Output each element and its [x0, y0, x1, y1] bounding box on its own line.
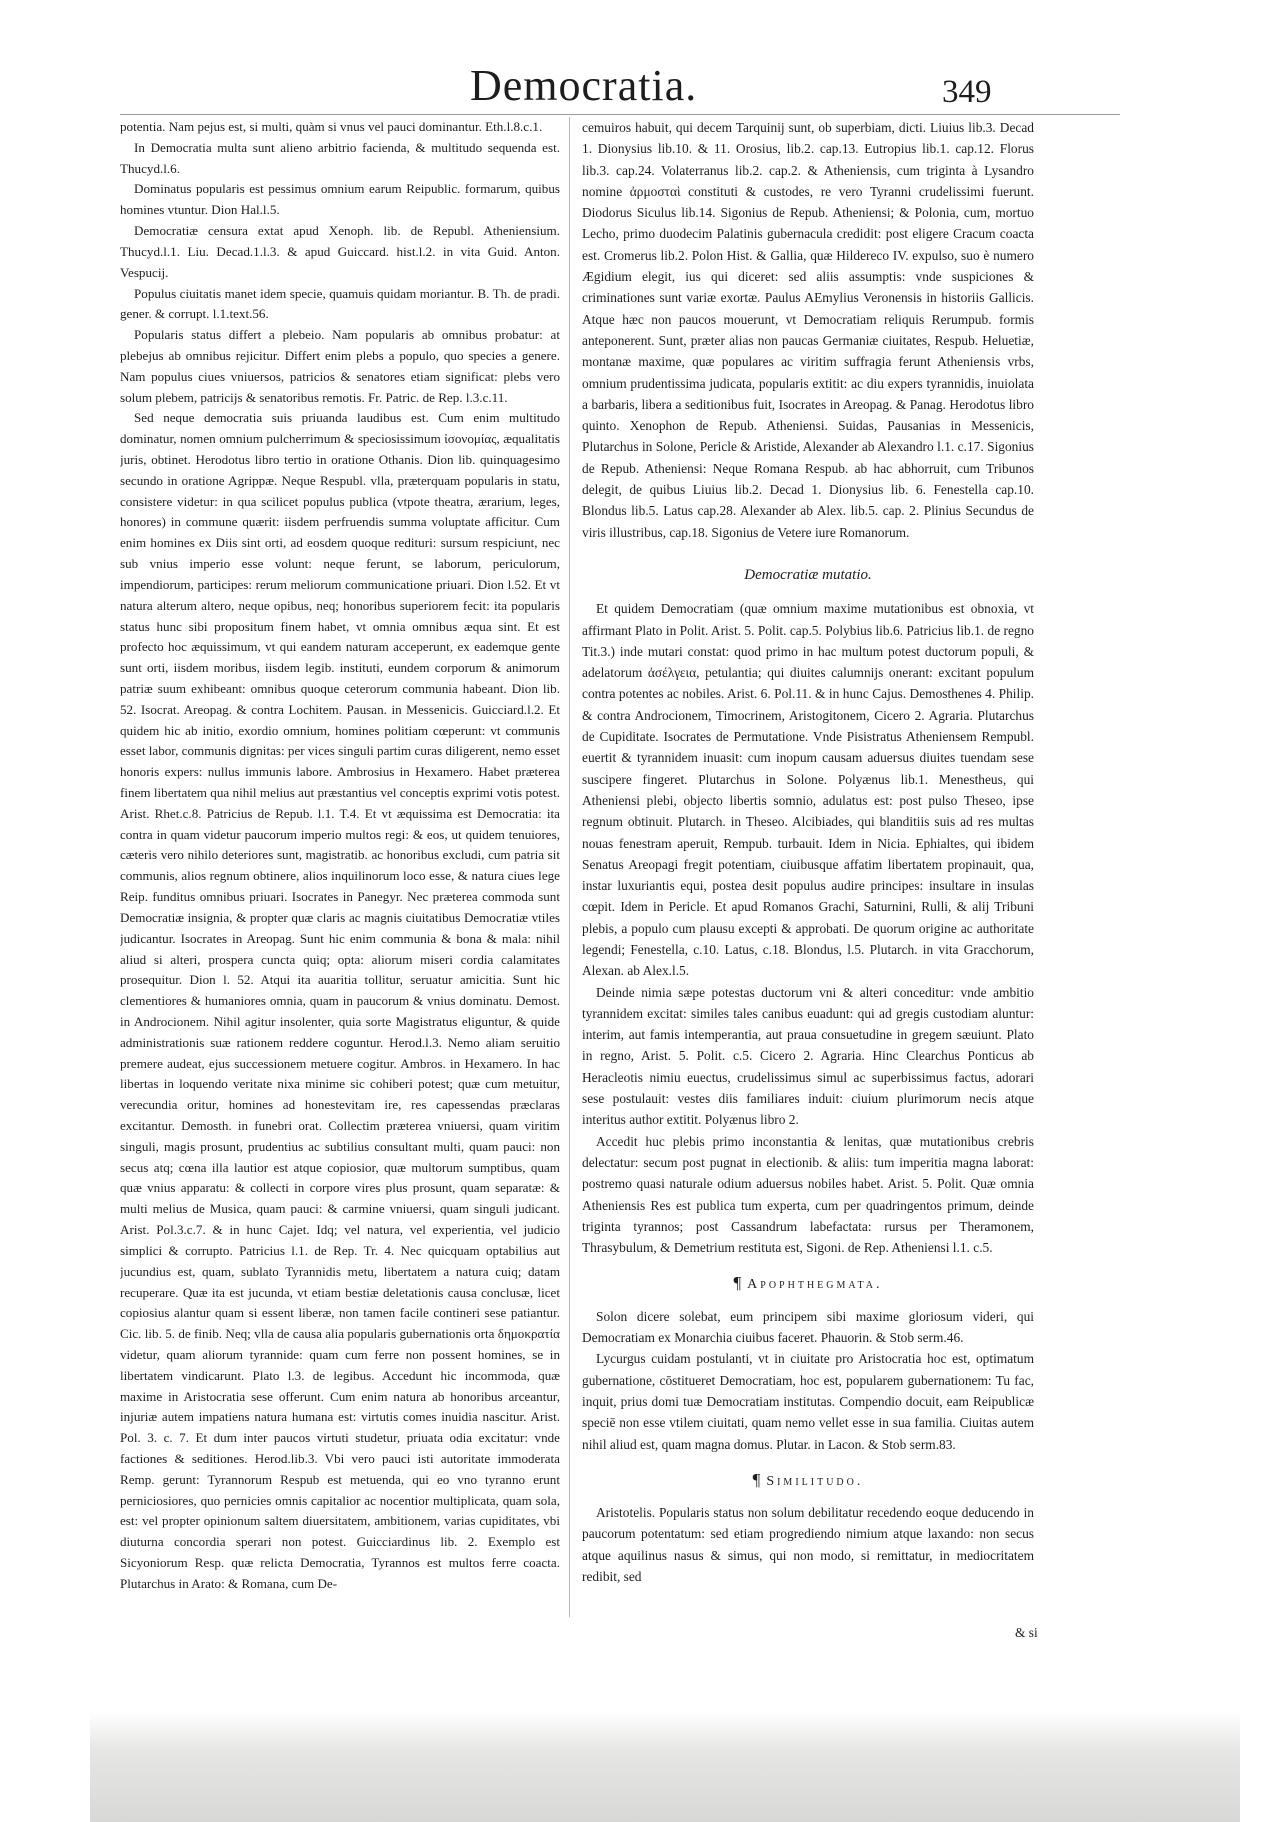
catchword: & si	[1015, 1625, 1038, 1640]
left-paragraph: Dominatus popularis est pessimus omnium earum Reipublic. formarum, quibus homines vtuntur. Dion Hal.l.5.	[120, 181, 560, 218]
left-column	[120, 117, 560, 1617]
mutatio-paragraph: Deinde nimia sæpe potestas ductorum vni & alteri conceditur: vnde ambitio tyrannidem excitat: similes tales canibus euadunt: qui ad gregis custodiam aluntur: interim, aut famis intemperantia, aut praua consuetudine in gregem sæuiunt. Plato in regno, Arist. 5. Polit. c.5. Cicero 2. Agraria. Hinc Clearchus Ponticus ab Heracleotis nimiu euectus, crudelissimus simul ac superbissimus factus, adorari sese postulauit: vestes diis familiares induit: ciuium plurimorum necis atque interitus author extitit. Polyænus libro 2.	[582, 984, 1034, 1128]
left-paragraph: potentia. Nam pejus est, si multi, quàm si vnus vel pauci dominantur. Eth.l.8.c.1.	[120, 119, 543, 134]
left-paragraph: Sed neque democratia suis priuanda laudibus est. Cum enim multitudo dominatur, nomen omnium pulcherrimum & speciosissimum ἰσονομίας, æqualitatis juris, obtinet. Herodotus libro tertio in oratione Othanis. Dion lib. quinquagesimo secundo in oratione Agrippæ. Neque Respubl. vlla, præterquam popularis in statu, consistere videtur: in qua scilicet populus publica (vtpote theatra, ærarium, leges, honores) in commune quærit: iisdem perfruendis summa voluptate afficitur. Cum enim homines ex Diis sint orti, ad eosdem quoque redituri: sursum respiciunt, nec sub vnius imperio esse volunt: neque ferunt, se laborum, periculorum, impendiorum, participes: rerum meliorum communicatione priuari. Dion l.52. Et vt natura alterum altero, neque opibus, neq; honoribus superiorem fecit: ita popularis status hunc sibi propositum finem habet, vt omnia omnibus æqua sint. Et est profecto hoc æquissimum, vt qui eandem naturam acceperunt, ex eademque gente sunt orti, iisdem moribus, iisdem legib. instituti, eundem corporum & animorum patriæ suum exhibeant: omnibus quoque ceterorum communia habeant. Dion lib. 52. Isocrat. Areopag. & contra Lochitem. Pausan. in Messenicis. Guicciard.l.2. Et quidem hic ab initio, exordio omnium, homines politiam cœperunt: vt communis esset labor, communis dignitas: per vices singuli partim curas diligerent, nemo esset honoris expers: nullus immunis labore. Ambrosius in Hexamero. Habet præterea finem libertatem qua nihil melius aut præstantius vel conceptis exprimi votis potest. Arist. Rhet.c.8. Patricius de Repub. l.1. T.4. Et vt æquissima est Democratia: ita contra in quam videtur paucorum imperio multos regi: & eos, ut quidem tenuiores, cæteris vero nihilo deteriores sunt, magistratib. ac honoribus excludi, cum patria sit communis, alios regnum obtinere, alios inquilinorum loco esse, & natura ciues lege Reip. funditus omnibus priuari. Isocrates in Panegyr. Nec præterea commoda sunt Democratiæ insignia, & propter quæ claris ac magnis ciuitatibus Democratiæ vtiles judicantur. Isocrates in Areopag. Sunt hic enim communia & bona & mala: nihil aliud si alteri, prospera cuncta quiq; opta: aliorum miseri cordia calamitates prosequitur. Dion l. 52. Atqui ita auaritia tollitur, seruatur amicitia. Sunt hic clementiores & humaniores omnia, quam in paucorum & vnius dominatu. Demost. in Androcionem. Nihil agitur insolenter, quia sorte Magistratus eliguntur, & quide administrationis suæ rationem reddere coguntur. Herod.l.3. Nemo aliam seruitio premere audeat, ejus successionem metuere cogitur. Ambros. in Hexamero. In hac libertas in loquendo veritate nixa minime sic cohiberi potest; quæ cum metuitur, verecundia oritur, homines ad honestevitam ire, res capessendas præclaras excitantur. Demosth. in funebri orat. Collectim præterea vniuersi, quam viritim singuli, magis prosunt, prudentius ac subtilius consultant multi, quam pauci: non secus atq; cœna illa lautior est atque copiosior, quæ multorum sumptibus, quam quæ vnius apparatu: & collecti in corpore vires plus prosunt, quam separatæ: & multi melius de Musica, quam pauci: & carmine vniuersi, quam singuli judicant. Arist. Pol.3.c.7. & in hunc Cajet. Idq; vel natura, vel experientia, vel judicio simplici & corrupto. Patricius l.1. de Rep. Tr. 4. Nec quicquam optabilius aut jucundius est, quam, sublato Tyrannidis metu, libertatem a natura cuiq; datam recuperare. Quæ ita est jucunda, vt etiam bestiæ deletationis causa conclusæ, licet copiosius alantur quam si essent liberæ, non tamen facile contineri sese patiantur. Cic. lib. 5. de finib. Neq; vlla de causa alia popularis gubernationis orta δημοκρατία videtur, quam aliorum tyrannide: quam cum ferre non possent homines, se in libertatem vindicarunt. Plato l.3. de legibus. Accedunt hic incommoda, quæ maxime in Aristocratia sese offerunt. Cum enim natura ab honoribus arceantur, injuriæ autem impatiens natura humana est: virtutis comes inuidia nascitur. Arist. Pol. 3. c. 7. Et dum inter paucos virtuti studetur, priuata odia excitatur: vnde factiones & seditiones. Herod.lib.3. Vbi vero pauci isti autoritate immoderata Remp. gerunt: Tyrannorum Respub est metuenda, qui eo vno tyranno erunt perniciosiores, quo pernicies omnis capitalior ac nocentior multiplicata, quam sola, est: vel propter opinionum saltem diuersitatem, ambitionem, varias cupiditates, vbi diuturna concordia sperari non potest. Guicciardinus lib. 2. Exemplo est Sicyoniorum Resp. quæ relicta Democratia, Tyrannos est multos ferre coacta. Plutarchus in Arato: & Romana, cum De-	[120, 410, 560, 1591]
section-title-similitudo	[582, 1469, 1034, 1492]
left-paragraph: Populus ciuitatis manet idem specie, quamuis quidam moriantur. B. Th. de pradi. gener. & corrupt. l.1.text.56.	[120, 285, 560, 322]
section-title-mutatio: Democratiæ mutatio.	[744, 566, 872, 583]
mutatio-paragraph: Accedit huc plebis primo inconstantia & lenitas, quæ mutationibus crebris delectatur: secum post pugnat in electionib. & aliis: tum imperitia magna laborat: postremo quasi naturale odium aduersus nobiles habet. Arist. 5. Polit. Quæ omnia Atheniensis Res est publica tum experta, cum per quadringentos primum, deinde triginta tyrannos; post Cassandrum labefactata: rursus per Theramonem, Thrasybulum, & Demetrium restituta est, Sigoni. de Rep. Atheniensi l.1. c.5.	[582, 1133, 1034, 1256]
apophthegma-paragraph: Lycurgus cuidam postulanti, vt in ciuitate pro Aristocratia hoc est, optimatum gubernatione, cōstitueret Democratiam, hoc est, popularem gubernationem: Tu fac, inquit, prius domi tuæ Democratiam institutas. Compendio docuit, eam Reipublicæ speciē non esse vtilem ciuitati, quam nemo vellet esse in sua familia. Ciuitas autem nihil aliud est, quam magna domus. Plutar. in Lacon. & Stob serm.83.	[582, 1351, 1034, 1452]
right-column	[582, 117, 1034, 1737]
similitudo-paragraph: Aristotelis. Popularis status non solum debilitatur recedendo eoque deducendo in paucorum potentatum: sed etiam progrediendo nimium atque laxando: non secus atque aquilinus nasus & simus, qui non modo, si remittatur, in mediocritatem redibit, sed	[582, 1505, 1034, 1584]
column-divider	[569, 117, 570, 1617]
apophthegmata-label: Apophthegmata.	[747, 1277, 883, 1293]
section-title-apophthegmata	[582, 1272, 1034, 1295]
page-number: 349	[942, 74, 992, 110]
pilcrow-icon: ¶	[733, 1273, 742, 1293]
similitudo-label: Similitudo.	[766, 1473, 864, 1489]
left-paragraph: In Democratia multa sunt alieno arbitrio facienda, & multitudo sequenda est. Thucyd.l.6.	[120, 139, 560, 176]
left-paragraph: Popularis status differt a plebeio. Nam popularis ab omnibus probatur: at plebejus ab omnibus rejicitur. Differt enim plebs a populo, quo species a genere. Nam populus ciues vniuersos, patricios & senatores etiam significat: plebs vero solum plebem, patricijs & senatoribus remotis. Fr. Patric. de Rep. l.3.c.11.	[120, 327, 560, 405]
header-rule	[120, 114, 1120, 115]
pilcrow-icon: ¶	[752, 1469, 761, 1489]
apophthegma-paragraph: Solon dicere solebat, eum principem sibi maxime gloriosum videri, qui Democratiam ex Monarchia ciuibus faceret. Phauorin. & Stob serm.46.	[582, 1308, 1034, 1346]
right-intro-paragraph: cemuiros habuit, qui decem Tarquinij sunt, ob superbiam, dicti. Liuius lib.3. Decad 1. Dionysius lib.10. & 11. Orosius, lib.2. cap.13. Eutropius lib.1. cap.12. Florus lib.3. cap.24. Volaterranus lib.2. cap.2. & Atheniensis, cum triginta à Lysandro nomine ἀρμοσταὶ constituti & custodes, re vero Tyranni crudelissimi fuerunt. Diodorus Siculus lib.14. Sigonius de Repub. Atheniensi; & Polonia, cum, mortuo Lecho, primo duodecim Palatinis gubernacula credidit: post eligere Cracum coacta est. Cromerus lib.2. Polon Hist. & Gallia, quæ Hildereco IV. expulso, suo è numero Ægidium elegit, ius qui diceret: sed aliis assumptis: vnde suspiciones & criminationes sunt variæ exortæ. Paulus AEmylius Veronensis in historiis Gallicis. Atque hæc non paucos mouerunt, vt Democratiam reliquis Rerumpub. formis anteponerent. Sunt, præter alias non paucas Germaniæ ciuitates, Respub. Heluetiæ, montanæ maxime, quæ populares ac viritim suffragia ferunt Atheniensis vrbs, omnium prudentissima judicata, popularis extitit: ac diu expers tyrannidis, inuiolata a barbaris, libera a seditionibus fuit, Isocrates in Areopag. & Panag. Herodotus libro quinto. Xenophon de Repub. Atheniensi. Suidas, Pausanias in Messenicis, Plutarchus in Solone, Pericle & Aristide, Alexander ab Alexandro l.1. c.17. Sigonius de Repub. Atheniensi: Neque Romana Respub. ab hac abhorruit, cum Tribunos delegit, de quibus Liuius lib.2. Decad 1. Dionysius lib. 6. Fenestella cap.10. Blondus lib.5. Latus cap.28. Alexander ab Alex. lib.5. cap. 2. Plinius Secundus de viris illustribus, cap.18. Sigonius de Vetere iure Romanorum.	[582, 120, 1034, 540]
running-head-title: Democratia.	[470, 61, 698, 110]
mutatio-paragraph: Et quidem Democratiam (quæ omnium maxime mutationibus est obnoxia, vt affirmant Plato in Polit. Arist. 5. Polit. cap.5. Polybius lib.6. Patricius lib.1. de regno Tit.3.) inde mutari constat: quod primo in hac multum potest ductorum populi, & adelatorum ἀσέλγεια, petulantia; qui diuites calumnijs onerant: excitant populum contra potentes ac nobiles. Arist. 6. Pol.11. & in hunc Cajus. Demosthenes 4. Philip. & contra Androcionem, Timocrinem, Aristogitonem, Cicero 2. Agraria. Plutarchus de Cupiditate. Isocrates de Permutatione. Vnde Pisistratus Atheniensem Rempubl. euertit & tyrannidem inuasit: cum inopum causam aduersus diuites tuendam sese suscipere fingeret. Plutarchus in Solone. Polyænus lib.1. Menestheus, qui Atheniensi plebi, objecto libertis somnio, adulatus est: post pulso Theseo, ipse regnum obtinuit. Plutarch. in Theseo. Alcibiades, qui blanditiis suis ad res multas nouas fenestram aperuit, Rempub. turbauit. Idem in Nicia. Ephialtes, qui ibidem Senatus Areopagi fregit potentiam, ciuibusque affatim libertatem propinauit, qua, instar luxuriantis equi, postea desit populus audire principes: insultare in insulas cœpit. Idem in Pericle. Et apud Romanos Grachi, Saturnini, Rulli, & alij Tribuni plebis, a populo cum plausu excepti & approbati. De quorum origine ac authoritate legendi; Fenestella, c.10. Latus, c.18. Blondus, l.5. Plutarch. in vita Gracchorum, Alexan. ab Alex.l.5.	[582, 601, 1034, 979]
left-paragraph: Democratiæ censura extat apud Xenoph. lib. de Republ. Atheniensium. Thucyd.l.1. Liu. Decad.1.l.3. & apud Guiccard. hist.l.2. in vita Guid. Anton. Vespucij.	[120, 223, 560, 280]
